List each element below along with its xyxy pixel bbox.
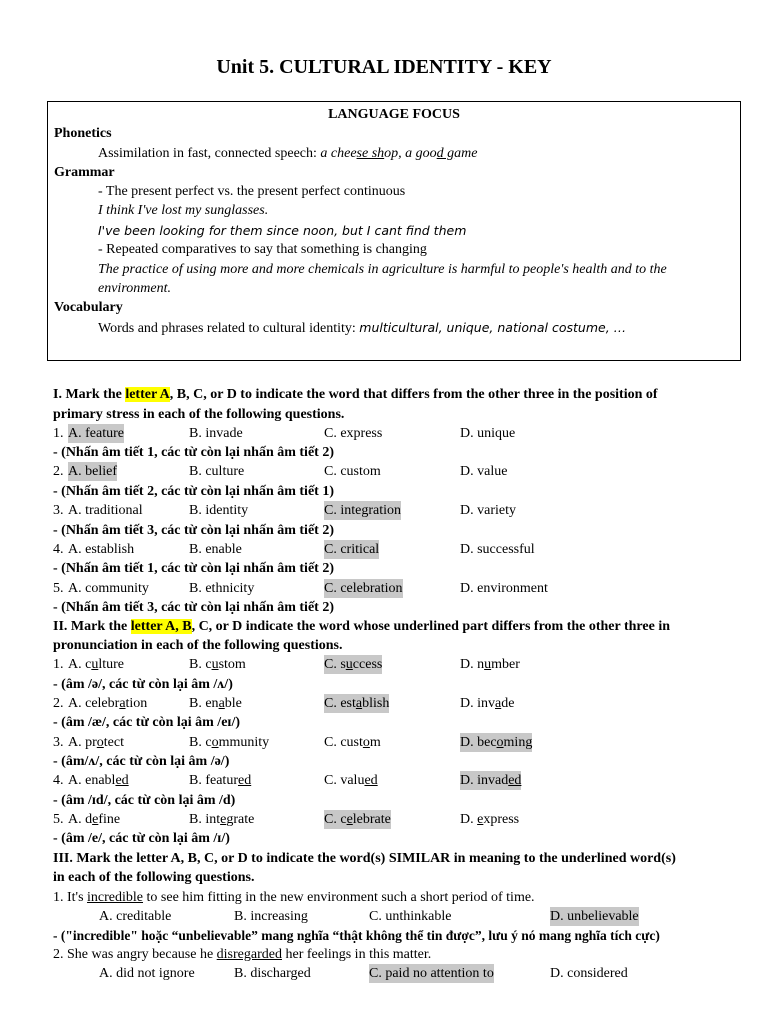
- text: C. est: [324, 696, 356, 711]
- s1-q4-number: 4.: [53, 542, 64, 557]
- s1-q2-option-d: D. value: [460, 464, 508, 479]
- s3-q1-option-c: C. unthinkable: [369, 909, 452, 924]
- underlined-text: u: [211, 657, 219, 672]
- s1-q3-note: - (Nhấn âm tiết 3, các từ còn lại nhấn âm tiết 2): [53, 523, 334, 538]
- underlined-text: a: [218, 696, 225, 711]
- text: to see him fitting in the new environment such a short period of time.: [143, 890, 535, 905]
- grammar-heading: Grammar: [54, 165, 115, 180]
- underlined-text: ed: [508, 773, 522, 788]
- s2-q5-note: - (âm /e/, các từ còn lại âm /ɪ/): [53, 831, 230, 846]
- text: op: [384, 146, 399, 161]
- section2-heading: [53, 617, 670, 636]
- underlined-text: a: [495, 696, 502, 711]
- text: B. en: [189, 696, 219, 711]
- s2-q3-option-c: [324, 733, 381, 752]
- s1-q1-option-a: A. feature: [68, 426, 124, 441]
- underlined-text: a: [355, 696, 363, 711]
- s3-q2-option-b: B. discharged: [234, 966, 311, 981]
- s2-q2-option-b: [189, 694, 242, 713]
- s1-q3-option-b: B. identity: [189, 503, 249, 518]
- s1-q2-option-a: A. belief: [68, 464, 117, 479]
- s1-q5-option-a: A. community: [68, 581, 149, 596]
- s2-q2-number: 2.: [53, 696, 64, 711]
- underlined-text: ed: [115, 773, 129, 788]
- underlined-text: o: [96, 735, 104, 750]
- text: m: [369, 735, 381, 750]
- s2-q4-note: - (âm /ɪd/, các từ còn lại âm /d): [53, 793, 236, 808]
- s1-q1-option-d: D. unique: [460, 426, 516, 441]
- text: grate: [226, 812, 255, 827]
- language-focus-box: [47, 101, 741, 361]
- text: D. bec: [460, 735, 497, 750]
- underlined-word: incredible: [87, 890, 144, 905]
- s3-q1-note: - ("incredible" hoặc “unbelievable” mang nghĩa “thật không thể tin được”, lưu ý nó mang nghĩa tích cực): [53, 928, 660, 943]
- text: A. celebr: [68, 696, 120, 711]
- grammar-line-2: I think I've lost my sunglasses.: [98, 203, 269, 218]
- text: 2. She was angry because he: [53, 947, 217, 962]
- text: fine: [98, 812, 121, 827]
- s3-q1-option-b: B. increasing: [234, 909, 308, 924]
- grammar-line-3: I've been looking for them since noon, but I cant find them: [98, 223, 467, 238]
- s1-q3-number: 3.: [53, 503, 64, 518]
- text: A. d: [68, 812, 93, 827]
- underlined-text: a: [119, 696, 126, 711]
- s2-q1-note: - (âm /ə/, các từ còn lại âm /ʌ/): [53, 677, 233, 692]
- text: C. c: [324, 812, 347, 827]
- s2-q2-option-d: [460, 694, 514, 713]
- section2-heading-line2: pronunciation in each of the following questions.: [53, 638, 343, 653]
- s1-q2-note: - (Nhấn âm tiết 2, các từ còn lại nhấn âm tiết 1): [53, 484, 334, 499]
- phonetics-line: [98, 144, 734, 163]
- underlined-text: e: [346, 812, 353, 827]
- s1-q4-note: - (Nhấn âm tiết 1, các từ còn lại nhấn âm tiết 2): [53, 561, 334, 576]
- text: B. c: [189, 735, 212, 750]
- text: B. c: [189, 657, 212, 672]
- phonetics-heading: Phonetics: [54, 126, 112, 141]
- s2-q5-option-b: [189, 810, 254, 829]
- underlined-word: disregarded: [216, 947, 282, 962]
- s2-q3-option-d: [460, 733, 532, 752]
- s3-q2-stem: [53, 945, 431, 964]
- s1-q2-option-b: B. culture: [189, 464, 245, 479]
- text: D. invad: [460, 773, 509, 788]
- text: tect: [103, 735, 124, 750]
- s2-q4-option-b: [189, 771, 251, 790]
- s1-q3-option-a: A. traditional: [68, 503, 143, 518]
- text: her feelings in this matter.: [281, 947, 432, 962]
- underlined-text: e: [220, 812, 227, 827]
- text: ccess: [352, 657, 383, 672]
- s2-q1-option-c: [324, 655, 382, 674]
- text: a chee: [320, 146, 357, 161]
- s1-q2-option-c: C. custom: [324, 464, 381, 479]
- text: stom: [218, 657, 246, 672]
- underlined-text: ed: [364, 773, 378, 788]
- s2-q4-option-d: [460, 771, 521, 790]
- s2-q3-note: - (âm/ʌ/, các từ còn lại âm /ə/): [53, 754, 230, 769]
- s1-q1-option-b: B. invade: [189, 426, 243, 441]
- s2-q5-number: 5.: [53, 812, 64, 827]
- s3-q1-option-a: A. creditable: [99, 909, 172, 924]
- underlined-text: d g: [436, 146, 455, 161]
- text: de: [501, 696, 515, 711]
- s1-q5-number: 5.: [53, 581, 64, 596]
- s2-q5-option-d: [460, 810, 519, 829]
- text: D.: [460, 812, 478, 827]
- underlined-text: se sh: [356, 146, 385, 161]
- text: II. Mark the: [53, 619, 131, 634]
- language-focus-heading: LANGUAGE FOCUS: [328, 107, 460, 122]
- phonetics-example-1: [320, 146, 398, 161]
- s1-q5-option-d: D. environment: [460, 581, 548, 596]
- s1-q2-number: 2.: [53, 464, 64, 479]
- text: C. s: [324, 657, 346, 672]
- s2-q2-note: - (âm /æ/, các từ còn lại âm /eɪ/): [53, 715, 240, 730]
- highlighted-text: letter A, B: [130, 619, 192, 634]
- underlined-text: o: [496, 735, 504, 750]
- underlined-text: e: [92, 812, 99, 827]
- vocabulary-prefix: Words and phrases related to cultural identity:: [98, 321, 360, 336]
- text: , C, or D indicate the word whose underlined part differs from the other three in: [191, 619, 670, 634]
- s2-q4-option-c: [324, 771, 378, 790]
- underlined-text: o: [362, 735, 370, 750]
- underlined-text: e: [477, 812, 484, 827]
- underlined-text: ed: [237, 773, 252, 788]
- text: ame: [454, 146, 478, 161]
- underlined-text: o: [211, 735, 219, 750]
- text: lture: [98, 657, 124, 672]
- s1-q1-option-c: C. express: [324, 426, 383, 441]
- s2-q1-number: 1.: [53, 657, 64, 672]
- s2-q5-option-a: [68, 810, 120, 829]
- text: xpress: [483, 812, 520, 827]
- grammar-line-4: - Repeated comparatives to say that something is changing: [98, 242, 427, 257]
- text: tion: [125, 696, 148, 711]
- text: D. n: [460, 657, 485, 672]
- vocabulary-line: [98, 318, 734, 337]
- s1-q4-option-d: D. successful: [460, 542, 535, 557]
- s1-q4-option-c: C. critical: [324, 542, 380, 557]
- text: mber: [491, 657, 520, 672]
- s2-q3-option-a: [68, 733, 124, 752]
- grammar-line-6: environment.: [98, 281, 171, 296]
- s2-q3-number: 3.: [53, 735, 64, 750]
- vocabulary-heading: Vocabulary: [54, 300, 123, 315]
- s1-q1-number: 1.: [53, 426, 64, 441]
- s3-q1-stem: [53, 888, 535, 907]
- text: lebrate: [352, 812, 391, 827]
- s1-q5-option-b: B. ethnicity: [189, 581, 255, 596]
- section1-heading: [53, 385, 658, 404]
- s2-q5-option-c: [324, 810, 391, 829]
- text: 1. It's: [53, 890, 88, 905]
- grammar-line-5: The practice of using more and more chemicals in agriculture is harmful to people's health and to the: [98, 262, 667, 277]
- text: A. pr: [68, 735, 97, 750]
- phonetics-prefix: Assimilation in fast, connected speech:: [98, 146, 321, 161]
- page-title: Unit 5. CULTURAL IDENTITY - KEY: [216, 56, 552, 78]
- s2-q2-option-a: [68, 694, 147, 713]
- s1-q3-option-d: D. variety: [460, 503, 516, 518]
- section3-heading: III. Mark the letter A, B, C, or D to indicate the word(s) SIMILAR in meaning to the underlined word(s): [53, 851, 676, 866]
- s1-q3-option-c: C. integration: [324, 503, 401, 518]
- s2-q4-option-a: [68, 771, 129, 790]
- text: blish: [362, 696, 390, 711]
- text: C. cust: [324, 735, 363, 750]
- text: D. inv: [460, 696, 495, 711]
- text: A. enabl: [68, 773, 116, 788]
- text: a goo: [405, 146, 437, 161]
- vocabulary-examples: multicultural, unique, national costume, …: [359, 320, 627, 335]
- text: ble: [224, 696, 242, 711]
- text: A. c: [68, 657, 92, 672]
- s1-q4-option-b: B. enable: [189, 542, 242, 557]
- text: mmunity: [218, 735, 270, 750]
- s1-q4-option-a: A. establish: [68, 542, 135, 557]
- separator: ,: [398, 146, 406, 161]
- s2-q2-option-c: [324, 694, 389, 713]
- s1-q5-note: - (Nhấn âm tiết 3, các từ còn lại nhấn âm tiết 2): [53, 600, 334, 615]
- s2-q1-option-d: [460, 655, 520, 674]
- section1-heading-line2: primary stress in each of the following questions.: [53, 407, 345, 422]
- text: B. int: [189, 812, 221, 827]
- text: C. valu: [324, 773, 365, 788]
- s2-q1-option-b: [189, 655, 246, 674]
- s3-q2-option-d: D. considered: [550, 966, 628, 981]
- s3-q2-option-c: C. paid no attention to: [369, 966, 494, 981]
- highlighted-text: letter A: [125, 387, 170, 402]
- text: , B, C, or D to indicate the word that differs from the other three in the position of: [169, 387, 658, 402]
- underlined-text: u: [91, 657, 99, 672]
- s2-q3-option-b: [189, 733, 269, 752]
- underlined-text: u: [484, 657, 492, 672]
- grammar-line-1: - The present perfect vs. the present perfect continuous: [98, 184, 406, 199]
- s3-q2-option-a: A. did not ignore: [99, 966, 195, 981]
- section3-heading-line2: in each of the following questions.: [53, 870, 255, 885]
- text: I. Mark the: [53, 387, 126, 402]
- text: ming: [503, 735, 533, 750]
- text: B. featur: [189, 773, 238, 788]
- s2-q1-option-a: [68, 655, 124, 674]
- s1-q1-note: - (Nhấn âm tiết 1, các từ còn lại nhấn âm tiết 2): [53, 445, 334, 460]
- s2-q4-number: 4.: [53, 773, 64, 788]
- s1-q5-option-c: C. celebration: [324, 581, 403, 596]
- phonetics-example-2: [405, 146, 477, 161]
- underlined-text: u: [345, 657, 353, 672]
- s3-q1-option-d: D. unbelievable: [550, 909, 639, 924]
